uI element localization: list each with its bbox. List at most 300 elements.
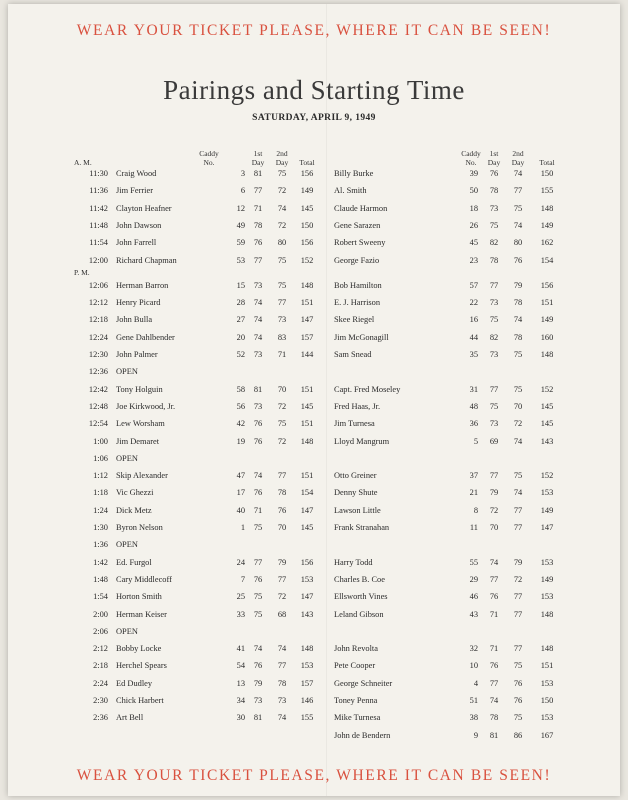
caddy-number: 15 [236,280,245,290]
open-slot-row [8,540,620,558]
player-name: Gene Sarazen [334,220,381,230]
total-score: 151 [300,471,314,481]
player-name: Herman Barron [116,280,169,290]
header-caddy-right: Caddy No. [461,149,481,167]
second-day-score: 72 [513,419,523,429]
tee-time: 12:48 [88,401,108,411]
second-day-score: 73 [277,315,287,325]
pairing-row [8,350,620,368]
tee-time: 1:42 [93,557,108,567]
open-slot-row [8,627,620,645]
caddy-number: 24 [236,557,245,567]
player-name: John Revolta [334,644,378,654]
tee-time: 12:54 [88,419,108,429]
caddy-number: 40 [236,505,245,515]
player-name: Bob Hamilton [334,280,382,290]
caddy-number: 16 [469,315,478,325]
player-name: Herman Keiser [116,609,167,619]
tee-time: 11:36 [89,186,108,196]
tee-time: 2:12 [93,644,108,654]
first-day-score: 77 [253,557,263,567]
caddy-number: 6 [240,186,245,196]
tee-time: 2:00 [93,609,108,619]
player-name: Jim Ferrier [116,186,153,196]
caddy-number: 52 [236,350,245,359]
pairing-row [8,696,620,714]
first-day-score: 79 [253,678,263,688]
caddy-number: 31 [469,384,478,394]
caddy-number: 22 [469,298,478,308]
pairing-row [8,281,620,299]
total-score: 156 [300,169,314,178]
second-day-score: 70 [277,384,287,394]
header-day1-right: 1st Day [487,149,501,167]
first-day-score: 77 [253,255,263,265]
total-score: 145 [300,401,314,411]
total-score: 145 [300,523,314,532]
total-score: 151 [540,298,554,308]
player-name: Joe Kirkwood, Jr. [116,401,176,411]
caddy-number: 7 [240,574,245,584]
player-name: Ed Dudley [116,678,153,688]
total-score: 153 [540,488,554,498]
caddy-number: 19 [236,436,245,446]
total-score: 153 [540,557,554,567]
second-day-score: 77 [277,574,287,584]
pairing-row [8,488,620,506]
player-name: Billy Burke [334,169,374,178]
player-name: Skee Riegel [334,315,375,325]
tee-time: 2:30 [93,696,108,705]
first-day-score: 76 [253,661,263,671]
total-score: 150 [300,220,314,230]
player-name: Al. Smith [334,186,367,196]
player-name: Otto Greiner [334,471,377,481]
first-day-score: 73 [253,350,263,359]
first-day-score: 81 [489,730,499,740]
caddy-number: 23 [469,255,478,265]
tee-time: 1:18 [93,488,108,498]
player-name: John Dawson [116,220,162,230]
tee-time: 11:54 [89,238,108,248]
player-name: Art Bell [116,713,144,723]
caddy-number: 20 [236,332,245,342]
caddy-number: 30 [236,713,245,723]
banner-bottom: WEAR YOUR TICKET PLEASE, WHERE IT CAN BE SEEN! [76,767,552,784]
total-score: 151 [540,661,554,671]
second-day-score: 74 [277,644,287,654]
first-day-score: 75 [253,592,263,602]
caddy-number: 34 [236,696,245,705]
pairing-row [8,333,620,351]
player-name: Richard Chapman [116,255,177,265]
first-day-score: 81 [253,384,263,394]
caddy-number: 45 [469,238,478,248]
second-day-score: 77 [513,644,523,654]
second-day-score: 74 [513,220,523,230]
second-day-score: 76 [513,678,523,688]
pairing-row [8,575,620,593]
second-day-score: 77 [513,523,523,532]
second-day-score: 76 [513,255,523,265]
tee-time: 12:00 [88,255,108,265]
total-score: 150 [540,696,554,705]
total-score: 146 [300,696,314,705]
player-name: Mike Turnesa [334,713,381,723]
tee-time: 2:06 [93,626,108,636]
total-score: 167 [540,730,554,740]
player-name: Lew Worsham [116,419,165,429]
caddy-number: 58 [236,384,245,394]
first-day-score: 74 [253,315,263,325]
pairing-row [8,402,620,420]
first-day-score: 77 [253,186,263,196]
first-day-score: 76 [489,592,499,602]
first-day-score: 77 [489,384,499,394]
caddy-number: 4 [473,678,478,688]
total-score: 143 [540,436,554,446]
first-day-score: 72 [489,505,499,515]
second-day-score: 75 [277,255,287,265]
total-score: 148 [540,350,554,359]
second-day-score: 77 [513,609,523,619]
total-score: 148 [540,609,554,619]
total-score: 153 [540,592,554,602]
total-score: 151 [300,298,314,308]
caddy-number: 18 [469,203,478,213]
total-score: 153 [540,678,554,688]
total-score: 154 [300,488,314,498]
second-day-score: 75 [277,419,287,429]
total-score: 154 [540,255,554,265]
player-name: Chick Harbert [116,696,164,705]
player-name: Craig Wood [116,169,157,178]
total-score: 156 [540,280,554,290]
page-title: Pairings and Starting Time [163,75,465,105]
caddy-number: 28 [236,298,245,308]
caddy-number: 53 [236,255,245,265]
caddy-number: 55 [469,557,478,567]
first-day-score: 76 [489,661,499,671]
caddy-number: 38 [469,713,478,723]
player-name: John de Bendern [334,730,391,740]
first-day-score: 76 [489,169,499,178]
second-day-score: 77 [277,471,287,481]
first-day-score: 73 [489,350,499,359]
second-day-score: 75 [513,384,523,394]
caddy-number: 50 [469,186,478,196]
tee-time: 12:18 [88,315,108,325]
player-name: George Fazio [334,255,380,265]
second-day-score: 76 [513,696,523,705]
player-name: John Farrell [116,238,157,248]
player-name: Leland Gibson [334,609,384,619]
second-day-score: 68 [277,609,287,619]
pairing-row [8,298,620,316]
caddy-number: 51 [469,696,478,705]
program-sheet [8,4,620,796]
total-score: 156 [300,557,314,567]
second-day-score: 77 [513,505,523,515]
first-day-score: 79 [489,488,499,498]
caddy-number: 43 [469,609,478,619]
caddy-number: 25 [236,592,245,602]
caddy-number: 56 [236,401,245,411]
second-day-score: 75 [277,280,287,290]
pairing-row [8,315,620,333]
caddy-number: 32 [469,644,478,654]
open-label: OPEN [116,540,138,550]
player-name: Vic Ghezzi [116,488,154,498]
second-day-score: 73 [277,696,287,705]
second-day-score: 74 [277,203,287,213]
first-day-score: 71 [489,609,499,619]
second-day-score: 74 [277,713,287,723]
first-day-score: 69 [489,436,499,446]
tee-time: 1:30 [93,523,108,532]
first-day-score: 78 [489,255,499,265]
pairing-row [8,558,620,576]
pairing-row [8,506,620,524]
total-score: 149 [300,186,314,196]
first-day-score: 73 [253,280,263,290]
first-day-score: 76 [253,436,263,446]
caddy-number: 36 [469,419,478,429]
second-day-score: 78 [513,332,523,342]
first-day-score: 74 [489,557,499,567]
second-day-score: 86 [513,730,523,740]
second-day-score: 74 [513,315,523,325]
player-name: Byron Nelson [116,523,163,532]
caddy-number: 46 [469,592,478,602]
first-day-score: 77 [489,280,499,290]
second-day-score: 78 [277,678,287,688]
tee-time: 2:36 [93,713,108,723]
player-name: Ed. Furgol [116,557,152,567]
second-day-score: 70 [513,401,523,411]
pairing-row [8,186,620,204]
first-day-score: 77 [489,471,499,481]
total-score: 152 [540,384,554,394]
total-score: 147 [540,523,554,532]
tee-time: 1:00 [93,436,108,446]
caddy-number: 21 [469,488,478,498]
tee-time: 1:06 [93,453,108,463]
player-name: Frank Stranahan [334,523,390,532]
caddy-number: 8 [473,505,478,515]
player-name: Skip Alexander [116,471,168,481]
caddy-number: 47 [236,471,245,481]
first-day-score: 76 [253,488,263,498]
first-day-score: 70 [489,523,499,532]
second-day-score: 77 [513,592,523,602]
pairing-row [8,238,620,256]
pairing-row [8,679,620,697]
total-score: 150 [540,169,554,178]
player-name: Dick Metz [116,505,152,515]
second-day-score: 72 [277,436,287,446]
pairing-row [8,592,620,610]
second-day-score: 78 [513,298,523,308]
first-day-score: 73 [253,401,263,411]
caddy-number: 39 [469,169,478,178]
pairing-row [8,437,620,455]
caddy-number: 35 [469,350,478,359]
pairing-row [8,256,620,274]
tee-time: 11:30 [89,169,108,178]
caddy-number: 49 [236,220,245,230]
caddy-number: 41 [236,644,245,654]
player-name: Cary Middlecoff [116,574,172,584]
first-day-score: 78 [253,220,263,230]
player-name: John Palmer [116,350,158,359]
caddy-number: 29 [469,574,478,584]
first-day-score: 75 [489,220,499,230]
caddy-number: 17 [236,488,245,498]
header-day1-left: 1st Day [251,149,265,167]
first-day-score: 74 [253,298,263,308]
second-day-score: 75 [513,471,523,481]
first-day-score: 78 [489,186,499,196]
total-score: 151 [300,419,314,429]
player-name: Horton Smith [116,592,162,602]
pairing-row [8,713,620,731]
second-day-score: 74 [513,169,523,178]
pairing-row [8,385,620,403]
total-score: 149 [540,574,554,584]
player-name: Denny Shute [334,488,378,498]
second-day-score: 72 [277,220,287,230]
first-day-score: 71 [489,644,499,654]
first-day-score: 74 [253,332,263,342]
pairing-row [8,471,620,489]
pairing-row [8,523,620,541]
total-score: 152 [540,471,554,481]
player-name: Fred Haas, Jr. [334,401,381,411]
caddy-number: 48 [469,401,478,411]
player-name: Capt. Fred Moseley [334,384,401,394]
tee-time: 12:24 [88,332,108,342]
player-name: Clayton Heafner [116,203,172,213]
pairing-row [8,610,620,628]
caddy-number: 59 [236,238,245,248]
player-name: John Bulla [116,315,153,325]
player-name: Herchel Spears [116,661,167,671]
header-total-right: Total [539,158,555,167]
total-score: 147 [300,505,314,515]
tee-time: 12:12 [88,298,108,308]
second-day-score: 75 [513,203,523,213]
total-score: 148 [540,203,554,213]
caddy-number: 3 [240,169,245,178]
tee-time: 11:48 [89,220,108,230]
open-slot-row [8,367,620,385]
first-day-score: 73 [489,203,499,213]
pairing-row [8,644,620,662]
second-day-score: 77 [277,661,287,671]
caddy-number: 54 [236,661,245,671]
player-name: Jim Demaret [116,436,160,446]
player-name: Charles B. Coe [334,574,385,584]
tee-time: 1:24 [93,505,108,515]
open-label: OPEN [116,367,138,377]
pm-label: P. M. [74,268,90,277]
tee-time: 1:36 [93,540,108,550]
first-day-score: 71 [253,203,263,213]
player-name: George Schneiter [334,678,393,688]
caddy-number: 13 [236,678,245,688]
pairing-row [8,661,620,679]
first-day-score: 75 [489,401,499,411]
player-name: Lloyd Mangrum [334,436,390,446]
first-day-score: 75 [489,315,499,325]
total-score: 148 [300,644,314,654]
total-score: 155 [540,186,554,196]
header-day2-left: 2nd Day [275,149,289,167]
first-day-score: 81 [253,169,263,178]
player-name: Henry Picard [116,298,161,308]
second-day-score: 77 [277,298,287,308]
caddy-number: 1 [240,523,245,532]
total-score: 149 [540,505,554,515]
second-day-score: 75 [513,350,523,359]
caddy-number: 57 [469,280,478,290]
first-day-score: 76 [253,419,263,429]
caddy-number: 44 [469,332,478,342]
tee-time: 12:42 [88,384,108,394]
first-day-score: 76 [253,574,263,584]
first-day-score: 76 [253,238,263,248]
player-name: Toney Penna [334,696,378,705]
second-day-score: 72 [513,574,523,584]
pairing-row [8,204,620,222]
caddy-number: 11 [469,523,478,532]
total-score: 145 [540,401,554,411]
caddy-number: 26 [469,220,478,230]
second-day-score: 75 [277,169,287,178]
second-day-score: 70 [277,523,287,532]
total-score: 148 [300,280,314,290]
pairing-row [8,169,620,187]
header-total-left: Total [299,158,315,167]
first-day-score: 75 [253,523,263,532]
player-name: Gene Dahlbender [116,332,175,342]
player-name: Robert Sweeny [334,238,386,248]
page-subtitle: SATURDAY, APRIL 9, 1949 [252,113,376,123]
player-name: Harry Todd [334,557,373,567]
player-name: Pete Cooper [334,661,376,671]
tee-time: 12:06 [88,280,108,290]
player-name: Ellsworth Vines [334,592,388,602]
total-score: 160 [540,332,554,342]
total-score: 148 [300,436,314,446]
total-score: 157 [300,678,314,688]
total-score: 152 [300,255,314,265]
header-day2-right: 2nd Day [511,149,525,167]
caddy-number: 42 [236,419,245,429]
open-label: OPEN [116,453,138,463]
first-day-score: 73 [489,298,499,308]
tee-time: 2:18 [93,661,108,671]
tee-time: 1:54 [93,592,108,602]
second-day-score: 79 [513,557,523,567]
second-day-score: 78 [277,488,287,498]
second-day-score: 79 [277,557,287,567]
total-score: 153 [540,713,554,723]
second-day-score: 72 [277,592,287,602]
player-name: Sam Snead [334,350,372,359]
open-slot-row [8,454,620,472]
